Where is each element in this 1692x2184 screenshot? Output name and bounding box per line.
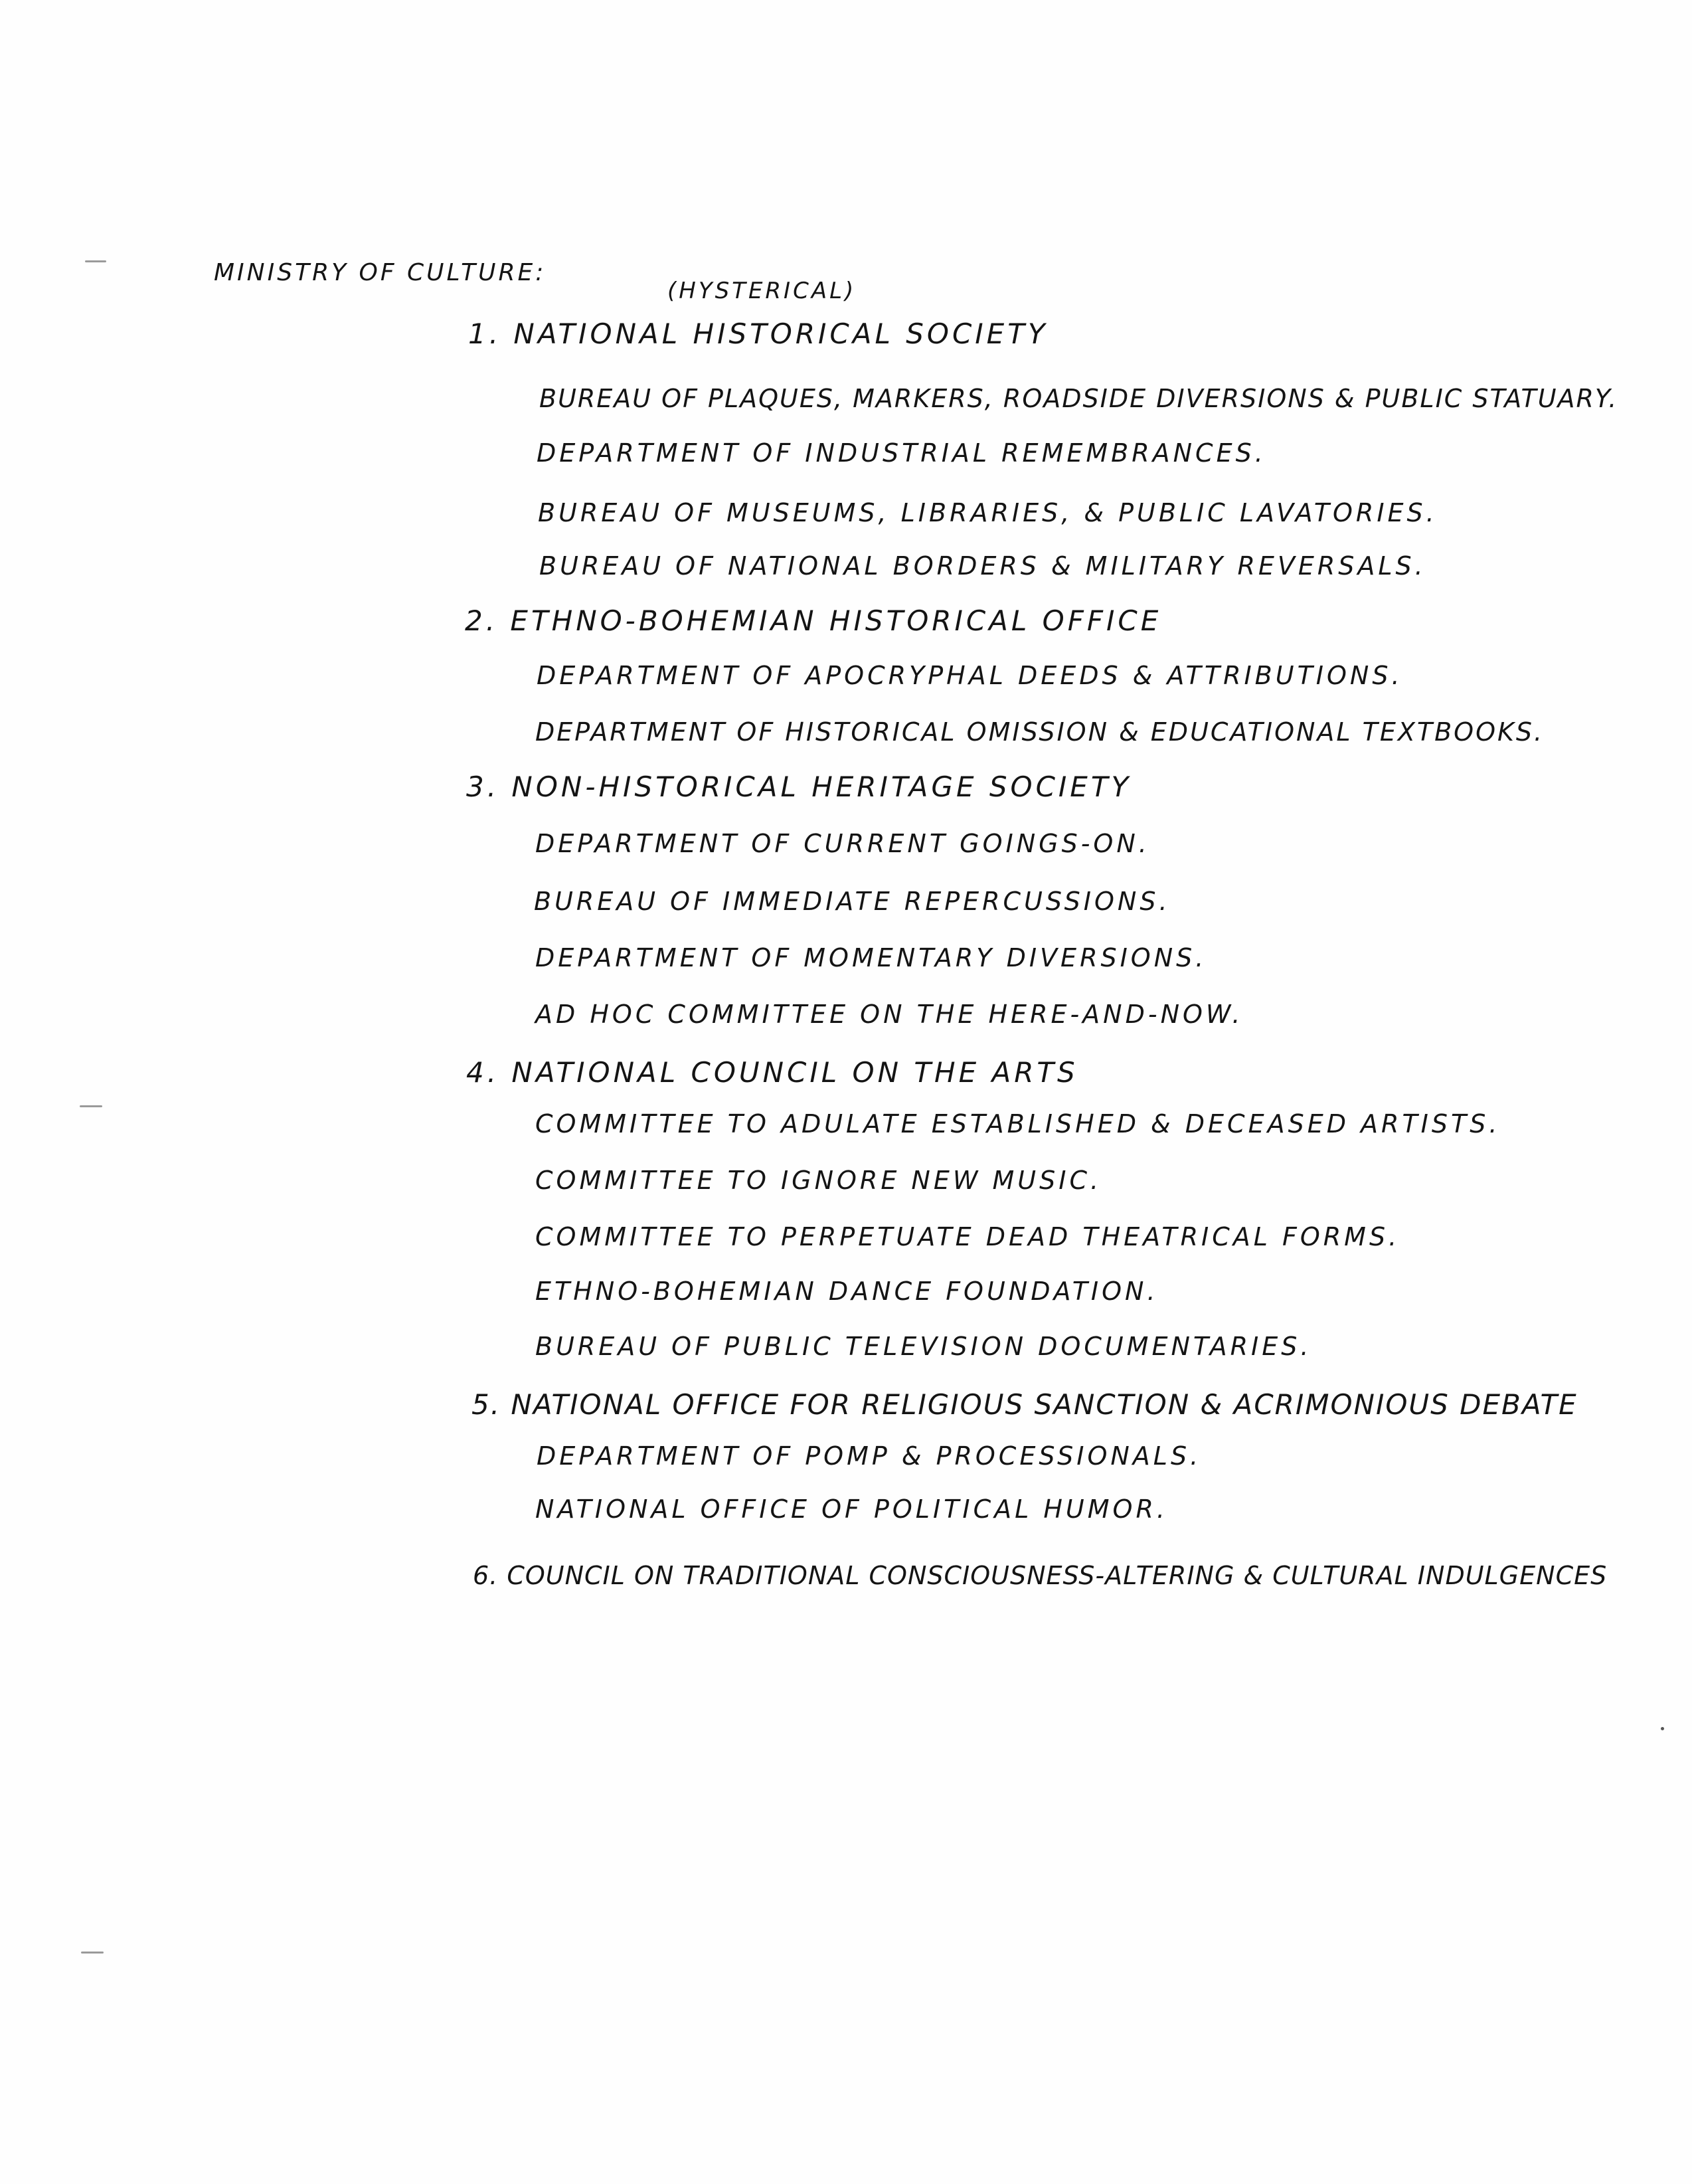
section-4-item-3: COMMITTEE TO PERPETUATE DEAD THEATRICAL FORMS. bbox=[535, 1222, 1400, 1251]
scan-mark-bottom bbox=[81, 1952, 104, 1954]
section-4-item-2: COMMITTEE TO IGNORE NEW MUSIC. bbox=[535, 1166, 1102, 1195]
scan-mark-middle bbox=[80, 1105, 102, 1107]
section-5-item-2: NATIONAL OFFICE OF POLITICAL HUMOR. bbox=[535, 1495, 1168, 1524]
section-3-item-4: AD HOC COMMITTEE ON THE HERE-AND-NOW. bbox=[535, 1000, 1244, 1029]
section-2-item-2: DEPARTMENT OF HISTORICAL OMISSION & EDUCATIONAL TEXTBOOKS. bbox=[535, 717, 1545, 747]
section-5-item-1: DEPARTMENT OF POMP & PROCESSIONALS. bbox=[537, 1441, 1202, 1471]
section-1-item-3: BUREAU OF MUSEUMS, LIBRARIES, & PUBLIC LAVATORIES. bbox=[538, 498, 1438, 527]
section-2-item-1: DEPARTMENT OF APOCRYPHAL DEEDS & ATTRIBUTIONS. bbox=[537, 661, 1403, 690]
section-3-item-2: BUREAU OF IMMEDIATE REPERCUSSIONS. bbox=[534, 887, 1171, 916]
section-title-6: 6. COUNCIL ON TRADITIONAL CONSCIOUSNESS-ALTERING & CULTURAL INDULGENCES bbox=[473, 1561, 1608, 1590]
section-4-item-5: BUREAU OF PUBLIC TELEVISION DOCUMENTARIES. bbox=[535, 1332, 1312, 1361]
section-3-item-3: DEPARTMENT OF MOMENTARY DIVERSIONS. bbox=[535, 943, 1207, 972]
section-title-4: 4. NATIONAL COUNCIL ON THE ARTS bbox=[466, 1056, 1078, 1089]
page-subtitle: (HYSTERICAL) bbox=[667, 278, 857, 304]
section-title-5: 5. NATIONAL OFFICE FOR RELIGIOUS SANCTION & ACRIMONIOUS DEBATE bbox=[471, 1388, 1578, 1421]
page-header: MINISTRY OF CULTURE: bbox=[214, 259, 547, 286]
section-title-2: 2. ETHNO-BOHEMIAN HISTORICAL OFFICE bbox=[465, 604, 1162, 637]
scan-speck bbox=[1661, 1727, 1664, 1730]
section-title-3: 3. NON-HISTORICAL HERITAGE SOCIETY bbox=[466, 771, 1132, 803]
section-1-item-1: BUREAU OF PLAQUES, MARKERS, ROADSIDE DIVERSIONS & PUBLIC STATUARY. bbox=[539, 384, 1618, 413]
section-1-item-2: DEPARTMENT OF INDUSTRIAL REMEMBRANCES. bbox=[537, 438, 1266, 468]
section-4-item-1: COMMITTEE TO ADULATE ESTABLISHED & DECEASED ARTISTS. bbox=[535, 1109, 1501, 1138]
section-title-1: 1. NATIONAL HISTORICAL SOCIETY bbox=[468, 318, 1049, 350]
section-1-item-4: BUREAU OF NATIONAL BORDERS & MILITARY REVERSALS. bbox=[539, 551, 1426, 581]
section-4-item-4: ETHNO-BOHEMIAN DANCE FOUNDATION. bbox=[535, 1277, 1159, 1306]
section-3-item-1: DEPARTMENT OF CURRENT GOINGS-ON. bbox=[535, 829, 1150, 858]
scan-mark-top bbox=[85, 260, 106, 262]
